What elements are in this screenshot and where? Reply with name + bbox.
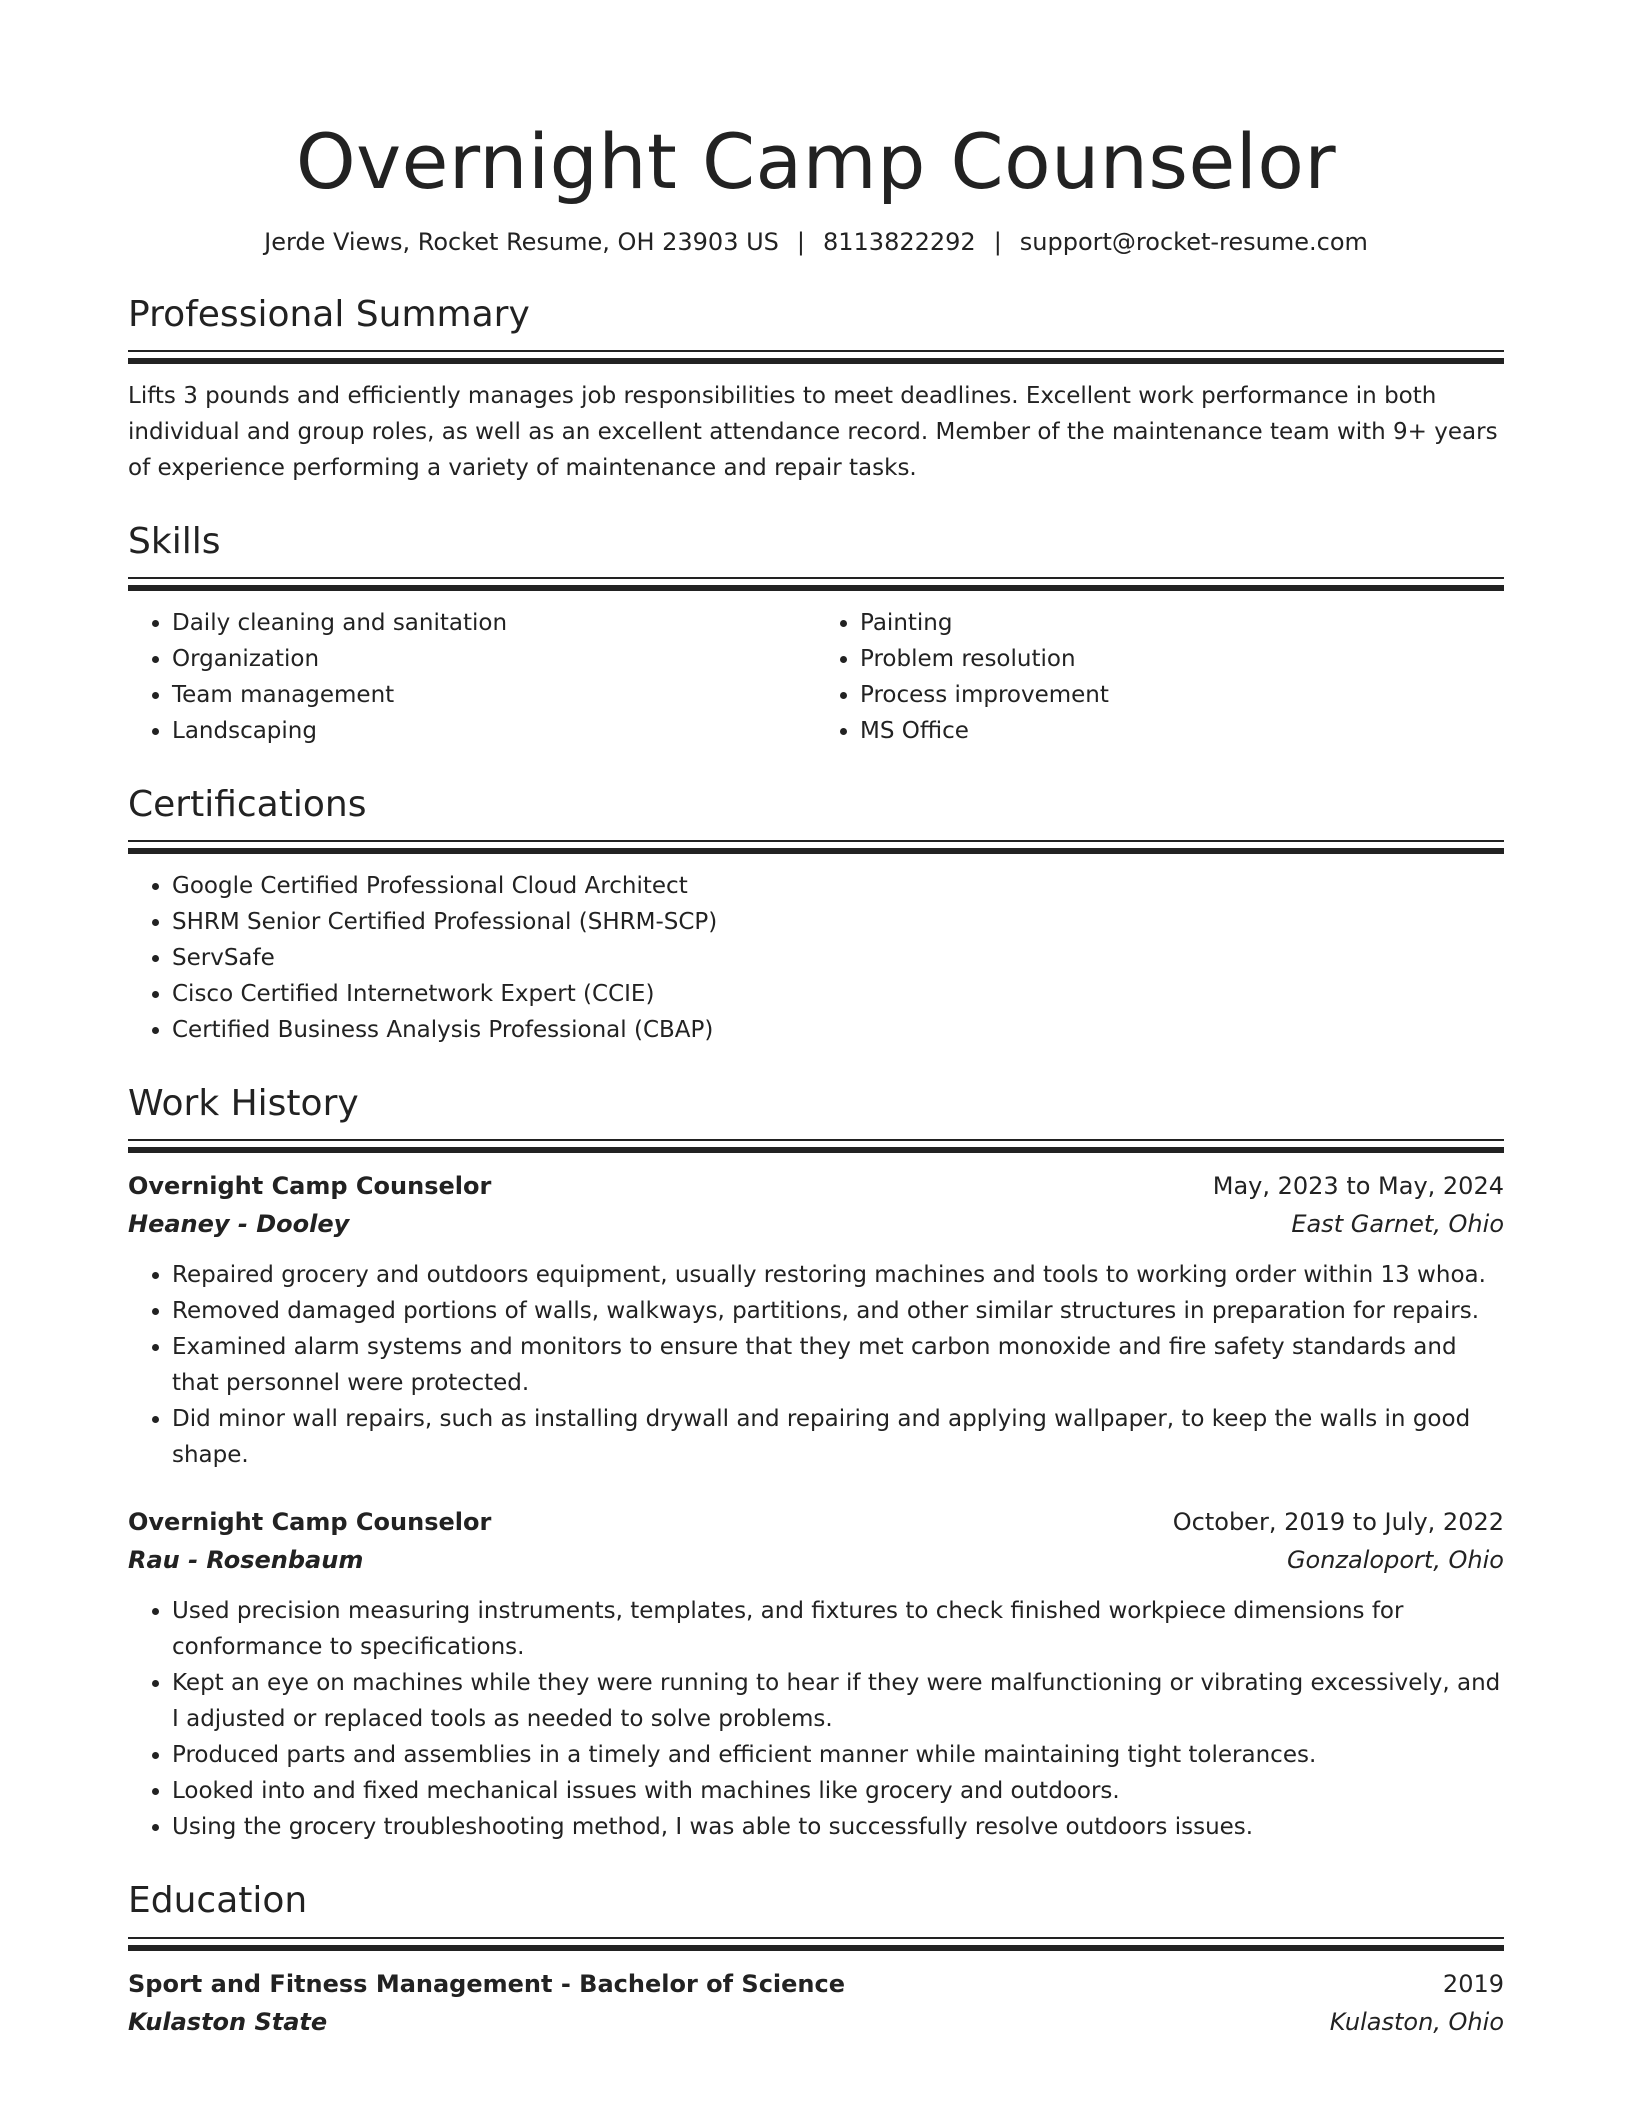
list-item: • SHRM Senior Certified Professional (SHRM-SCP) xyxy=(172,904,1504,940)
list-item: • Using the grocery troubleshooting method, I was able to successfully resolve outdoors issues. xyxy=(172,1809,1504,1845)
list-item: • Did minor wall repairs, such as installing drywall and repairing and applying wallpaper, to keep the walls in good shape. xyxy=(172,1401,1504,1473)
contact-phone: 8113822292 xyxy=(822,228,976,257)
section-title: Work History xyxy=(128,1083,359,1125)
list-item: • Examined alarm systems and monitors to ensure that they met carbon monoxide and fire safety standards and that personnel were protected. xyxy=(172,1329,1504,1401)
summary-section xyxy=(128,293,1504,486)
job-header xyxy=(128,1167,1504,1205)
section-title: Professional Summary xyxy=(128,293,530,335)
contact-email: support@rocket-resume.com xyxy=(1019,228,1368,257)
job-role: Overnight Camp Counselor xyxy=(128,1508,492,1537)
education-section xyxy=(128,1879,1504,2040)
job-dates: May, 2023 to May, 2024 xyxy=(1212,1172,1504,1201)
section-divider xyxy=(128,350,1504,364)
job-entry xyxy=(128,1503,1504,1845)
list-item: • Google Certified Professional Cloud Architect xyxy=(172,868,1504,904)
list-item: • Landscaping xyxy=(172,713,816,749)
list-item: • Cisco Certified Internetwork Expert (CCIE) xyxy=(172,976,1504,1012)
section-divider xyxy=(128,1139,1504,1153)
list-item: • Produced parts and assemblies in a timely and efficient manner while maintaining tight tolerances. xyxy=(172,1737,1504,1773)
certifications-list xyxy=(128,868,1504,1048)
job-bullets xyxy=(128,1257,1504,1473)
education-school: Kulaston State xyxy=(128,2007,328,2036)
education-degree: Sport and Fitness Management - Bachelor of Science xyxy=(128,1969,846,1998)
job-location: Gonzaloport, Ohio xyxy=(1286,1546,1504,1575)
section-divider xyxy=(128,577,1504,591)
education-subheader xyxy=(128,2003,1504,2041)
list-item: • Used precision measuring instruments, templates, and fixtures to check finished workpiece dimensions for conformance to specifications. xyxy=(172,1593,1504,1665)
section-title: Education xyxy=(128,1880,308,1922)
job-bullets xyxy=(128,1593,1504,1845)
skills-list-right xyxy=(816,605,1504,749)
summary-text: Lifts 3 pounds and efficiently manages job responsibilities to meet deadlines. Excellent work performance in both individual and group roles, as well as an excellent attendance record. Member of the maintenance team with 9+ years of experience performing a variety of maintenance and repair tasks. xyxy=(128,382,1498,481)
job-entry xyxy=(128,1167,1504,1473)
contact-line xyxy=(128,227,1504,258)
section-title: Certifications xyxy=(128,783,367,825)
job-role: Overnight Camp Counselor xyxy=(128,1172,492,1201)
work-history-section xyxy=(128,1082,1504,1845)
list-item: • Problem resolution xyxy=(860,641,1504,677)
education-entry xyxy=(128,1965,1504,2041)
job-header xyxy=(128,1503,1504,1541)
list-item: • Team management xyxy=(172,677,816,713)
contact-address: Jerde Views, Rocket Resume, OH 23903 US xyxy=(264,228,779,257)
list-item: • Removed damaged portions of walls, walkways, partitions, and other similar structures in preparation for repairs. xyxy=(172,1293,1504,1329)
education-year: 2019 xyxy=(1442,1969,1504,1998)
skills-list-left xyxy=(128,605,816,749)
certifications-section xyxy=(128,783,1504,1048)
job-location: East Garnet, Ohio xyxy=(1291,1210,1504,1239)
list-item: • MS Office xyxy=(860,713,1504,749)
skills-section xyxy=(128,520,1504,749)
section-title: Skills xyxy=(128,520,221,562)
job-subheader xyxy=(128,1205,1504,1243)
list-item: • Looked into and fixed mechanical issues with machines like grocery and outdoors. xyxy=(172,1773,1504,1809)
job-company: Heaney - Dooley xyxy=(128,1210,350,1239)
list-item: • ServSafe xyxy=(172,940,1504,976)
section-divider xyxy=(128,840,1504,854)
job-dates: October, 2019 to July, 2022 xyxy=(1172,1508,1504,1537)
list-item: • Organization xyxy=(172,641,816,677)
list-item: • Process improvement xyxy=(860,677,1504,713)
education-header xyxy=(128,1965,1504,2003)
contact-separator: | xyxy=(796,228,805,257)
skills-columns xyxy=(128,605,1504,749)
section-divider xyxy=(128,1937,1504,1951)
job-company: Rau - Rosenbaum xyxy=(128,1546,364,1575)
list-item: • Painting xyxy=(860,605,1504,641)
resume-name: Overnight Camp Counselor xyxy=(295,117,1337,206)
list-item: • Certified Business Analysis Professional (CBAP) xyxy=(172,1012,1504,1048)
job-subheader xyxy=(128,1541,1504,1579)
list-item: • Daily cleaning and sanitation xyxy=(172,605,816,641)
education-location: Kulaston, Ohio xyxy=(1329,2007,1504,2036)
contact-separator: | xyxy=(993,228,1002,257)
list-item: • Repaired grocery and outdoors equipment, usually restoring machines and tools to working order within 13 whoa. xyxy=(172,1257,1504,1293)
list-item: • Kept an eye on machines while they were running to hear if they were malfunctioning or vibrating excessively, and I adjusted or replaced tools as needed to solve problems. xyxy=(172,1665,1504,1737)
